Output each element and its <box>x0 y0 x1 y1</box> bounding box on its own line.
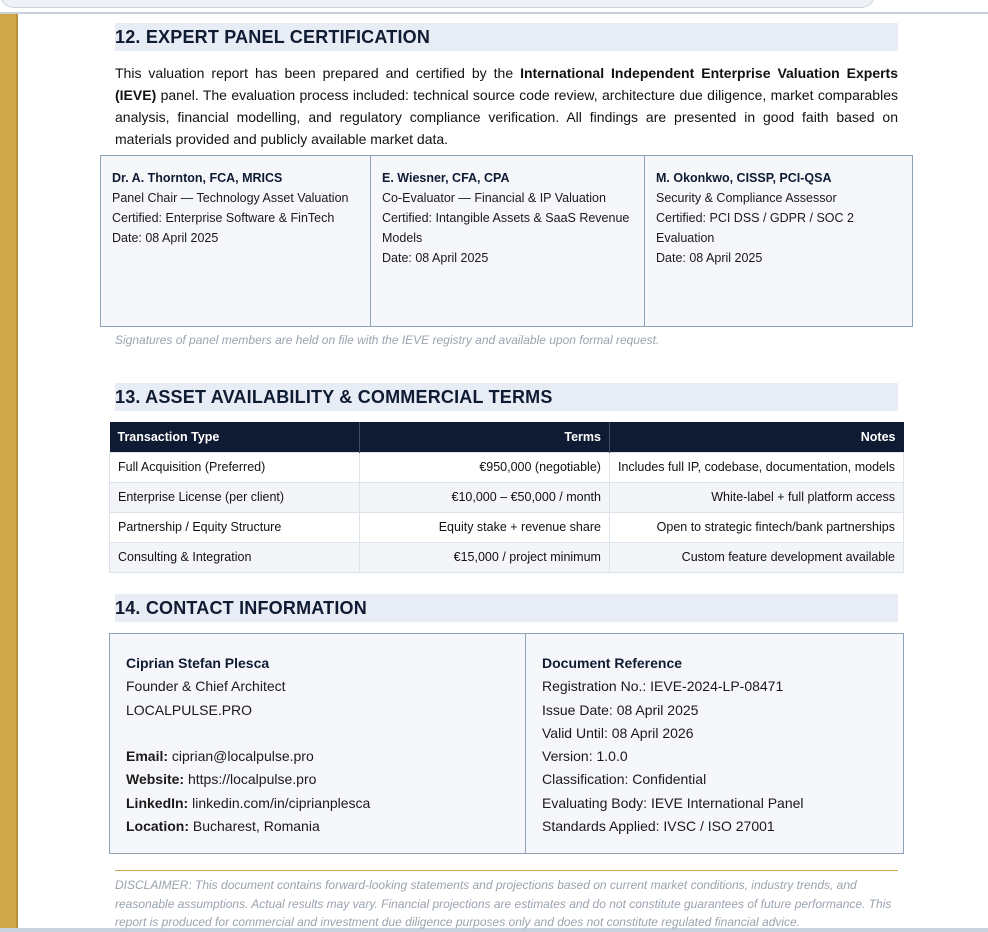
table-cell: Partnership / Equity Structure <box>110 512 360 542</box>
section-14-heading: 14. CONTACT INFORMATION <box>115 594 898 622</box>
panel-member-name: M. Okonkwo, CISSP, PCI-QSA <box>656 171 832 185</box>
panel-member-name: E. Wiesner, CFA, CPA <box>382 171 510 185</box>
top-tab <box>0 0 875 8</box>
section-13-heading: 13. ASSET AVAILABILITY & COMMERCIAL TERMS <box>115 383 898 411</box>
panel-member-role: Security & Compliance Assessor <box>656 191 837 205</box>
panel-member-name: Dr. A. Thornton, FCA, MRICS <box>112 171 283 185</box>
email-link[interactable]: ciprian@localpulse.pro <box>168 748 314 765</box>
panel-member-1 <box>101 156 371 326</box>
table-cell: Full Acquisition (Preferred) <box>110 452 360 482</box>
contact-email: Email: ciprian@localpulse.pro <box>126 748 314 765</box>
accent-sidebar <box>0 14 18 932</box>
table-header-row <box>110 422 904 452</box>
certification-paragraph: This valuation report has been prepared and certified by the International Independent Enterprise Valuation Experts (IEVE) panel. The evaluation process included: technical source code review, architecture due diligence, market comparables analysis, financial modelling, and regulatory compliance verification. All findings are presented in good faith based on materials provided and publicly available market data. <box>115 65 898 147</box>
column-header: Terms <box>360 422 610 452</box>
table-cell: Open to strategic fintech/bank partnerships <box>609 512 903 542</box>
column-header: Notes <box>609 422 903 452</box>
contact-company: LOCALPULSE.PRO <box>126 701 253 718</box>
website-link[interactable]: https://localpulse.pro <box>184 771 317 788</box>
panel-member-cert: Certified: Intangible Assets & SaaS Revenue Models <box>382 211 630 245</box>
panel-member-cert: Certified: Enterprise Software & FinTech <box>112 211 335 225</box>
panel-members-box <box>100 155 913 327</box>
contact-box <box>109 633 904 854</box>
panel-member-date: Date: 08 April 2025 <box>382 251 489 265</box>
disclaimer-divider <box>115 870 898 871</box>
panel-member-3 <box>645 156 912 326</box>
column-header: Transaction Type <box>110 422 360 452</box>
panel-member-2 <box>371 156 645 326</box>
linkedin-link[interactable]: linkedin.com/in/ciprianplesca <box>188 794 371 811</box>
table-cell: Enterprise License (per client) <box>110 482 360 512</box>
contact-name: Ciprian Stefan Plesca <box>126 655 270 671</box>
section-12-heading: 12. EXPERT PANEL CERTIFICATION <box>115 23 898 51</box>
table-cell: €10,000 – €50,000 / month <box>360 482 610 512</box>
reference-line: Evaluating Body: IEVE International Panel <box>542 794 804 811</box>
contact-linkedin: LinkedIn: linkedin.com/in/ciprianplesca <box>126 794 371 811</box>
reference-line: Valid Until: 08 April 2026 <box>542 724 694 741</box>
table-cell: Equity stake + revenue share <box>360 512 610 542</box>
table-row <box>110 452 904 482</box>
reference-line: Standards Applied: IVSC / ISO 27001 <box>542 818 775 835</box>
table-cell: White-label + full platform access <box>609 482 903 512</box>
signature-note: Signatures of panel members are held on file with the IEVE registry and available upon formal request. <box>115 333 660 347</box>
contact-details <box>110 634 526 853</box>
commercial-terms-table <box>109 422 904 573</box>
table-cell: Custom feature development available <box>609 542 903 572</box>
ieve-name: International Independent Enterprise Valuation Experts (IEVE) <box>115 65 898 103</box>
panel-member-date: Date: 08 April 2025 <box>112 231 219 245</box>
reference-heading: Document Reference <box>542 655 683 671</box>
reference-line: Registration No.: IEVE-2024-LP-08471 <box>542 678 784 695</box>
document-page <box>18 14 988 928</box>
reference-line: Version: 1.0.0 <box>542 748 628 765</box>
panel-member-role: Panel Chair — Technology Asset Valuation <box>112 191 349 205</box>
contact-location: Location: Bucharest, Romania <box>126 818 320 835</box>
panel-member-date: Date: 08 April 2025 <box>656 251 763 265</box>
table-cell: €15,000 / project minimum <box>360 542 610 572</box>
disclaimer-text: DISCLAIMER: This document contains forward-looking statements and projections based on current market conditions, industry trends, and reasonable assumptions. Actual results may vary. Financial projections are estimates and do not constitute guarantees of future performance. This report is produced for commercial and investment due diligence purposes only and does not constitute regulated financial advice. <box>115 878 892 929</box>
panel-member-role: Co-Evaluator — Financial & IP Valuation <box>382 191 606 205</box>
table-row <box>110 512 904 542</box>
table-cell: €950,000 (negotiable) <box>360 452 610 482</box>
reference-line: Classification: Confidential <box>542 771 707 788</box>
top-edge <box>0 0 988 14</box>
table-cell: Includes full IP, codebase, documentation, models <box>609 452 903 482</box>
table-cell: Consulting & Integration <box>110 542 360 572</box>
panel-member-cert: Certified: PCI DSS / GDPR / SOC 2 Evaluation <box>656 211 854 245</box>
contact-title: Founder & Chief Architect <box>126 678 286 695</box>
document-reference <box>526 634 903 853</box>
table-row <box>110 482 904 512</box>
table-row <box>110 542 904 572</box>
reference-line: Issue Date: 08 April 2025 <box>542 701 699 718</box>
spacer <box>126 722 509 745</box>
contact-website: Website: https://localpulse.pro <box>126 771 317 788</box>
